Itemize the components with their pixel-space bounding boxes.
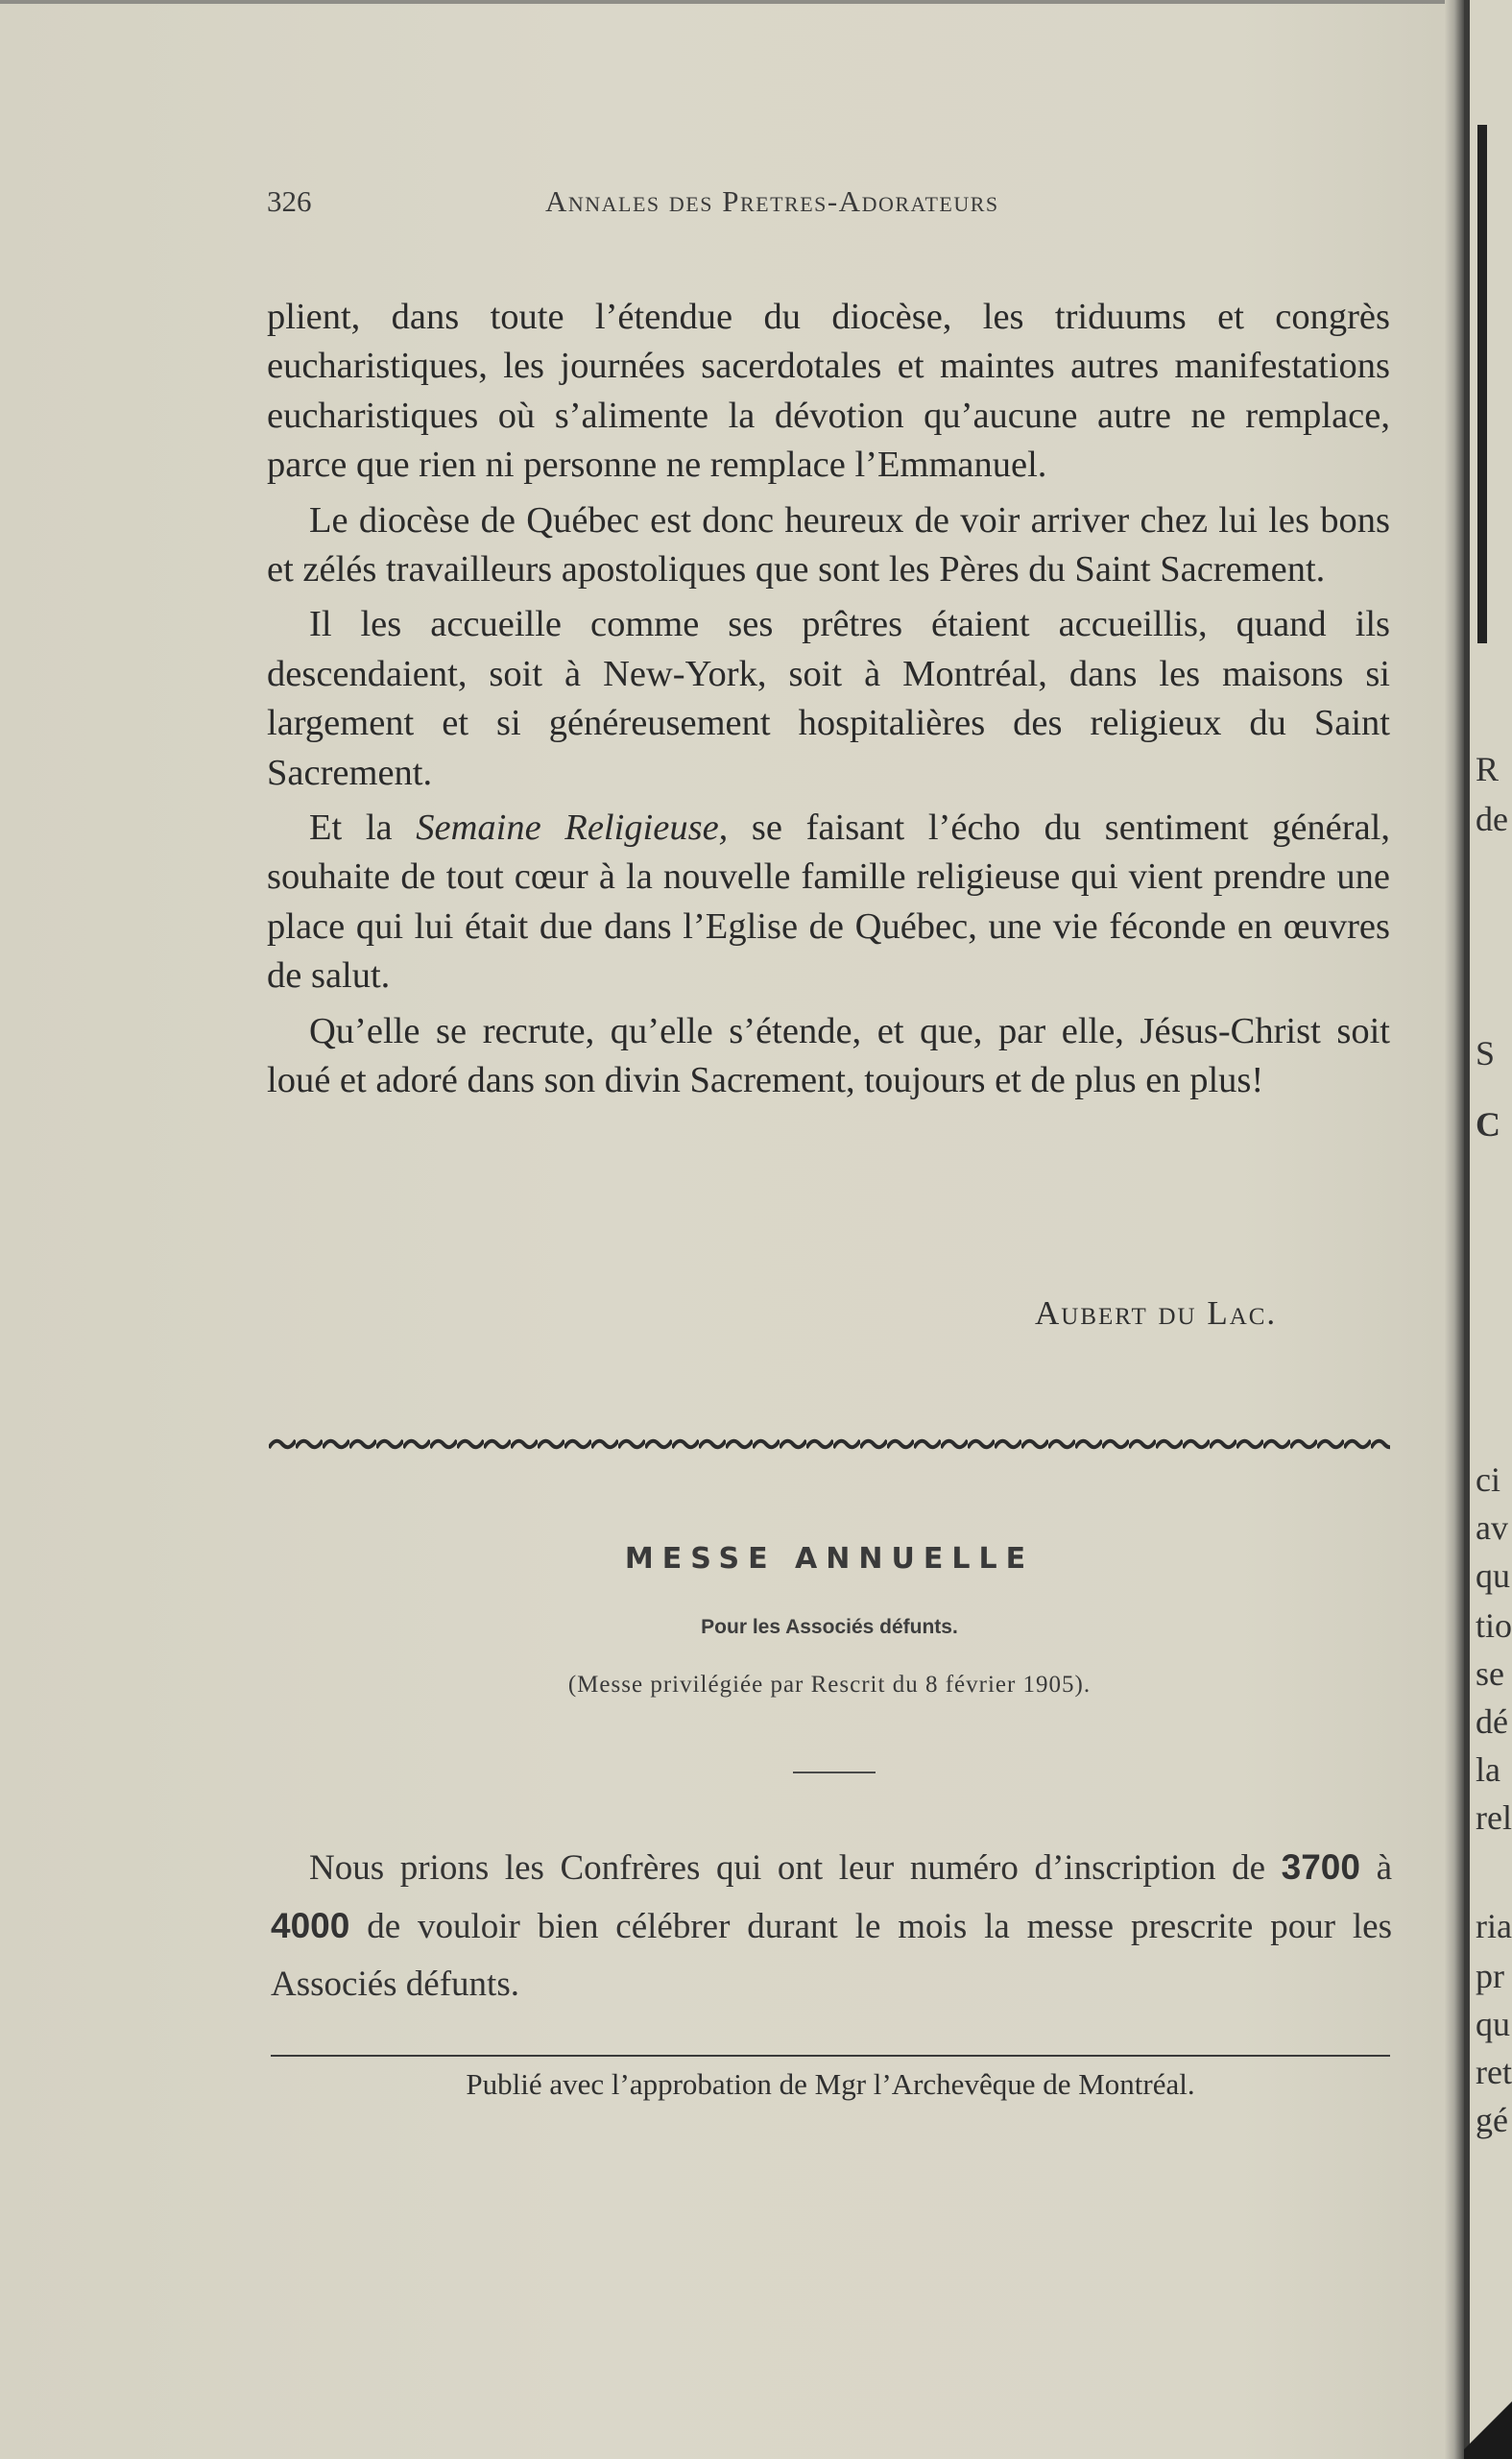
author-signature: Aubert du Lac. <box>1035 1294 1278 1332</box>
page-header <box>267 184 1390 227</box>
article-body <box>267 293 1390 1112</box>
adjacent-page-shadow <box>1464 0 1470 2459</box>
adjacent-fragment: la <box>1476 1750 1500 1789</box>
adjacent-fragment: S <box>1476 1034 1496 1073</box>
notice-paragraph <box>271 1839 1392 2013</box>
adjacent-page-border <box>1477 125 1487 643</box>
adjacent-page-edge <box>1464 0 1512 2459</box>
paragraph-1: plient, dans toute l’étendue du diocèse, les triduums et congrès eucharistiques, les journées sacerdotales et maintes autres manifestations eucharistiques où s’alimente la dévotion qu’aucune autre ne remplace, parce que rien ni personne ne remplace l’Emmanuel. <box>267 297 1390 486</box>
adjacent-fragment: tio <box>1476 1606 1512 1645</box>
paragraph-4-start: Et la <box>309 808 393 849</box>
imprimatur-line: Publié avec l’approbation de Mgr l’Archevêque de Montréal. <box>466 2067 1195 2101</box>
book-gutter <box>1445 0 1464 2459</box>
notice-privilege: (Messe privilégiée par Rescrit du 8 février 1905). <box>567 1672 1092 1698</box>
paragraph-3: Il les accueille comme ses prêtres étaient accueillis, quand ils descendaient, soit à New-York, soit à Montréal, dans les maisons si largement et si généreusement hospitalières des religieux du Saint Sacrement. <box>267 604 1390 793</box>
adjacent-fragment: dé <box>1476 1702 1508 1741</box>
page-number: 326 <box>267 184 312 218</box>
adjacent-fragment: ria <box>1476 1907 1512 1945</box>
adjacent-fragment: se <box>1476 1654 1504 1693</box>
adjacent-fragment: av <box>1476 1508 1508 1547</box>
adjacent-fragment: C <box>1476 1105 1500 1144</box>
paragraph-4 <box>267 804 1390 1001</box>
adjacent-fragment: qu <box>1476 2005 1510 2043</box>
adjacent-fragment: gé <box>1476 2101 1508 2139</box>
adjacent-fragment: rel <box>1476 1798 1512 1837</box>
notice-body <box>271 1839 1392 2013</box>
adjacent-fragment: ret <box>1476 2053 1512 2091</box>
notice-title: MESSE ANNUELLE <box>624 1542 1035 1576</box>
notice-text-start: Nous prions les Confrères qui ont leur numéro d’inscription de <box>309 1848 1266 1888</box>
inscription-number-from: 3700 <box>1281 1847 1360 1887</box>
paragraph-5: Qu’elle se recrute, qu’elle s’étende, et que, par elle, Jésus-Christ soit loué et adoré dans son divin Sacrement, toujours et de plus en plus! <box>267 1010 1390 1101</box>
inscription-number-to: 4000 <box>271 1906 350 1945</box>
adjacent-fragment: qu <box>1476 1556 1510 1595</box>
paragraph-4-end: se faisant l’écho du sentiment général, souhaite de tout cœur à la nouvelle famille religieuse qui vient prendre une place qui lui était due dans l’Eglise de Québec, une vie féconde en œuvres de salut. <box>267 808 1391 997</box>
top-edge-rule <box>0 0 1454 4</box>
paragraph-2: Le diocèse de Québec est donc heureux de voir arriver chez lui les bons et zélés travailleurs apostoliques que sont les Pères du Saint Sacrement. <box>267 499 1390 591</box>
adjacent-fragment: de <box>1476 800 1508 838</box>
adjacent-fragment: pr <box>1476 1957 1504 1995</box>
running-title: Annales des Pretres-Adorateurs <box>545 184 999 218</box>
ornamental-divider <box>269 1434 1390 1454</box>
notice-text-mid: à <box>1376 1848 1392 1888</box>
section-divider <box>793 1772 876 1773</box>
page-corner-shadow <box>1464 2401 1512 2459</box>
notice-text-end: de vouloir bien célébrer durant le mois la messe prescrite pour les Associés défunts. <box>271 1907 1393 2004</box>
notice-subtitle: Pour les Associés défunts. <box>701 1616 958 1638</box>
adjacent-fragment: R <box>1476 750 1500 788</box>
footer-rule <box>271 2055 1390 2057</box>
adjacent-fragment: ci <box>1476 1460 1500 1499</box>
publication-title: Semaine Religieuse, <box>416 808 729 849</box>
